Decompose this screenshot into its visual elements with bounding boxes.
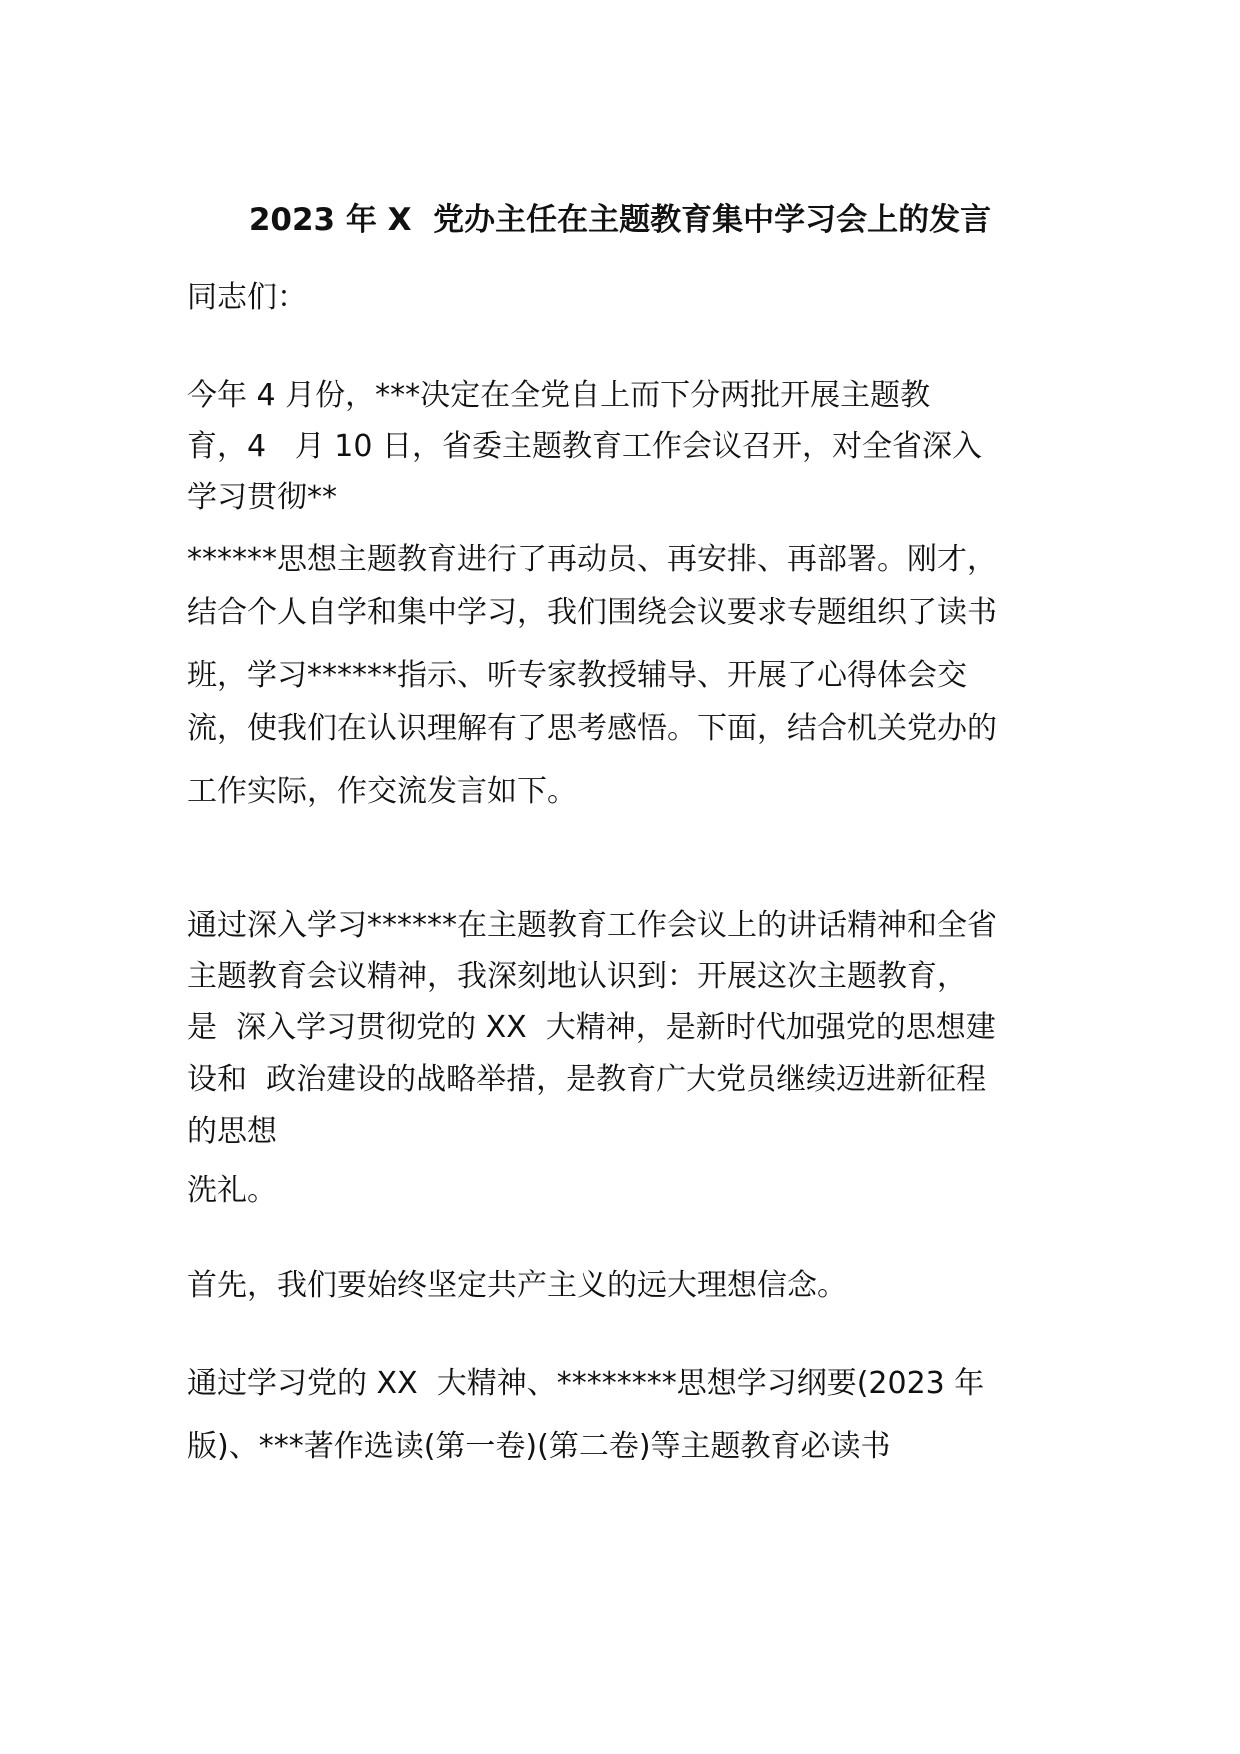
paragraph-line: 今年 4 月份，***决定在全党自上而下分两批开展主题教: [187, 378, 931, 413]
paragraph-line: 学习贯彻**: [187, 480, 337, 515]
salutation: 同志们：: [187, 280, 307, 315]
paragraph-line: 洗礼。: [187, 1173, 277, 1208]
paragraph-line: 通过学习党的 XX 大精神、********思想学习纲要(2023 年: [187, 1366, 985, 1401]
paragraph-line: 的思想: [187, 1114, 277, 1149]
paragraph-line: 通过深入学习******在主题教育工作会议上的讲话精神和全省: [187, 908, 997, 943]
paragraph-line: 版)、***著作选读(第一卷)(第二卷)等主题教育必读书: [187, 1429, 891, 1464]
paragraph-line: 流，使我们在认识理解有了思考感悟。下面，结合机关党办的: [187, 711, 997, 746]
paragraph-line: 育，4 月 10 日，省委主题教育工作会议召开，对全省深入: [187, 429, 982, 464]
paragraph-line: 设和 政治建设的战略举措，是教育广大党员继续迈进新征程: [187, 1062, 987, 1097]
paragraph-line: 是 深入学习贯彻党的 XX 大精神，是新时代加强党的思想建: [187, 1010, 996, 1045]
document-title: 2023 年 X 党办主任在主题教育集中学习会上的发言: [248, 202, 992, 238]
paragraph-line: 结合个人自学和集中学习，我们围绕会议要求专题组织了读书: [187, 595, 997, 630]
paragraph-line: 首先，我们要始终坚定共产主义的远大理想信念。: [187, 1268, 847, 1303]
paragraph-line: ******思想主题教育进行了再动员、再安排、再部署。刚才，: [187, 542, 997, 577]
paragraph-line: 工作实际，作交流发言如下。: [187, 774, 577, 809]
paragraph-line: 班，学习******指示、听专家教授辅导、开展了心得体会交: [187, 658, 967, 693]
paragraph-line: 主题教育会议精神，我深刻地认识到：开展这次主题教育，: [187, 959, 967, 994]
